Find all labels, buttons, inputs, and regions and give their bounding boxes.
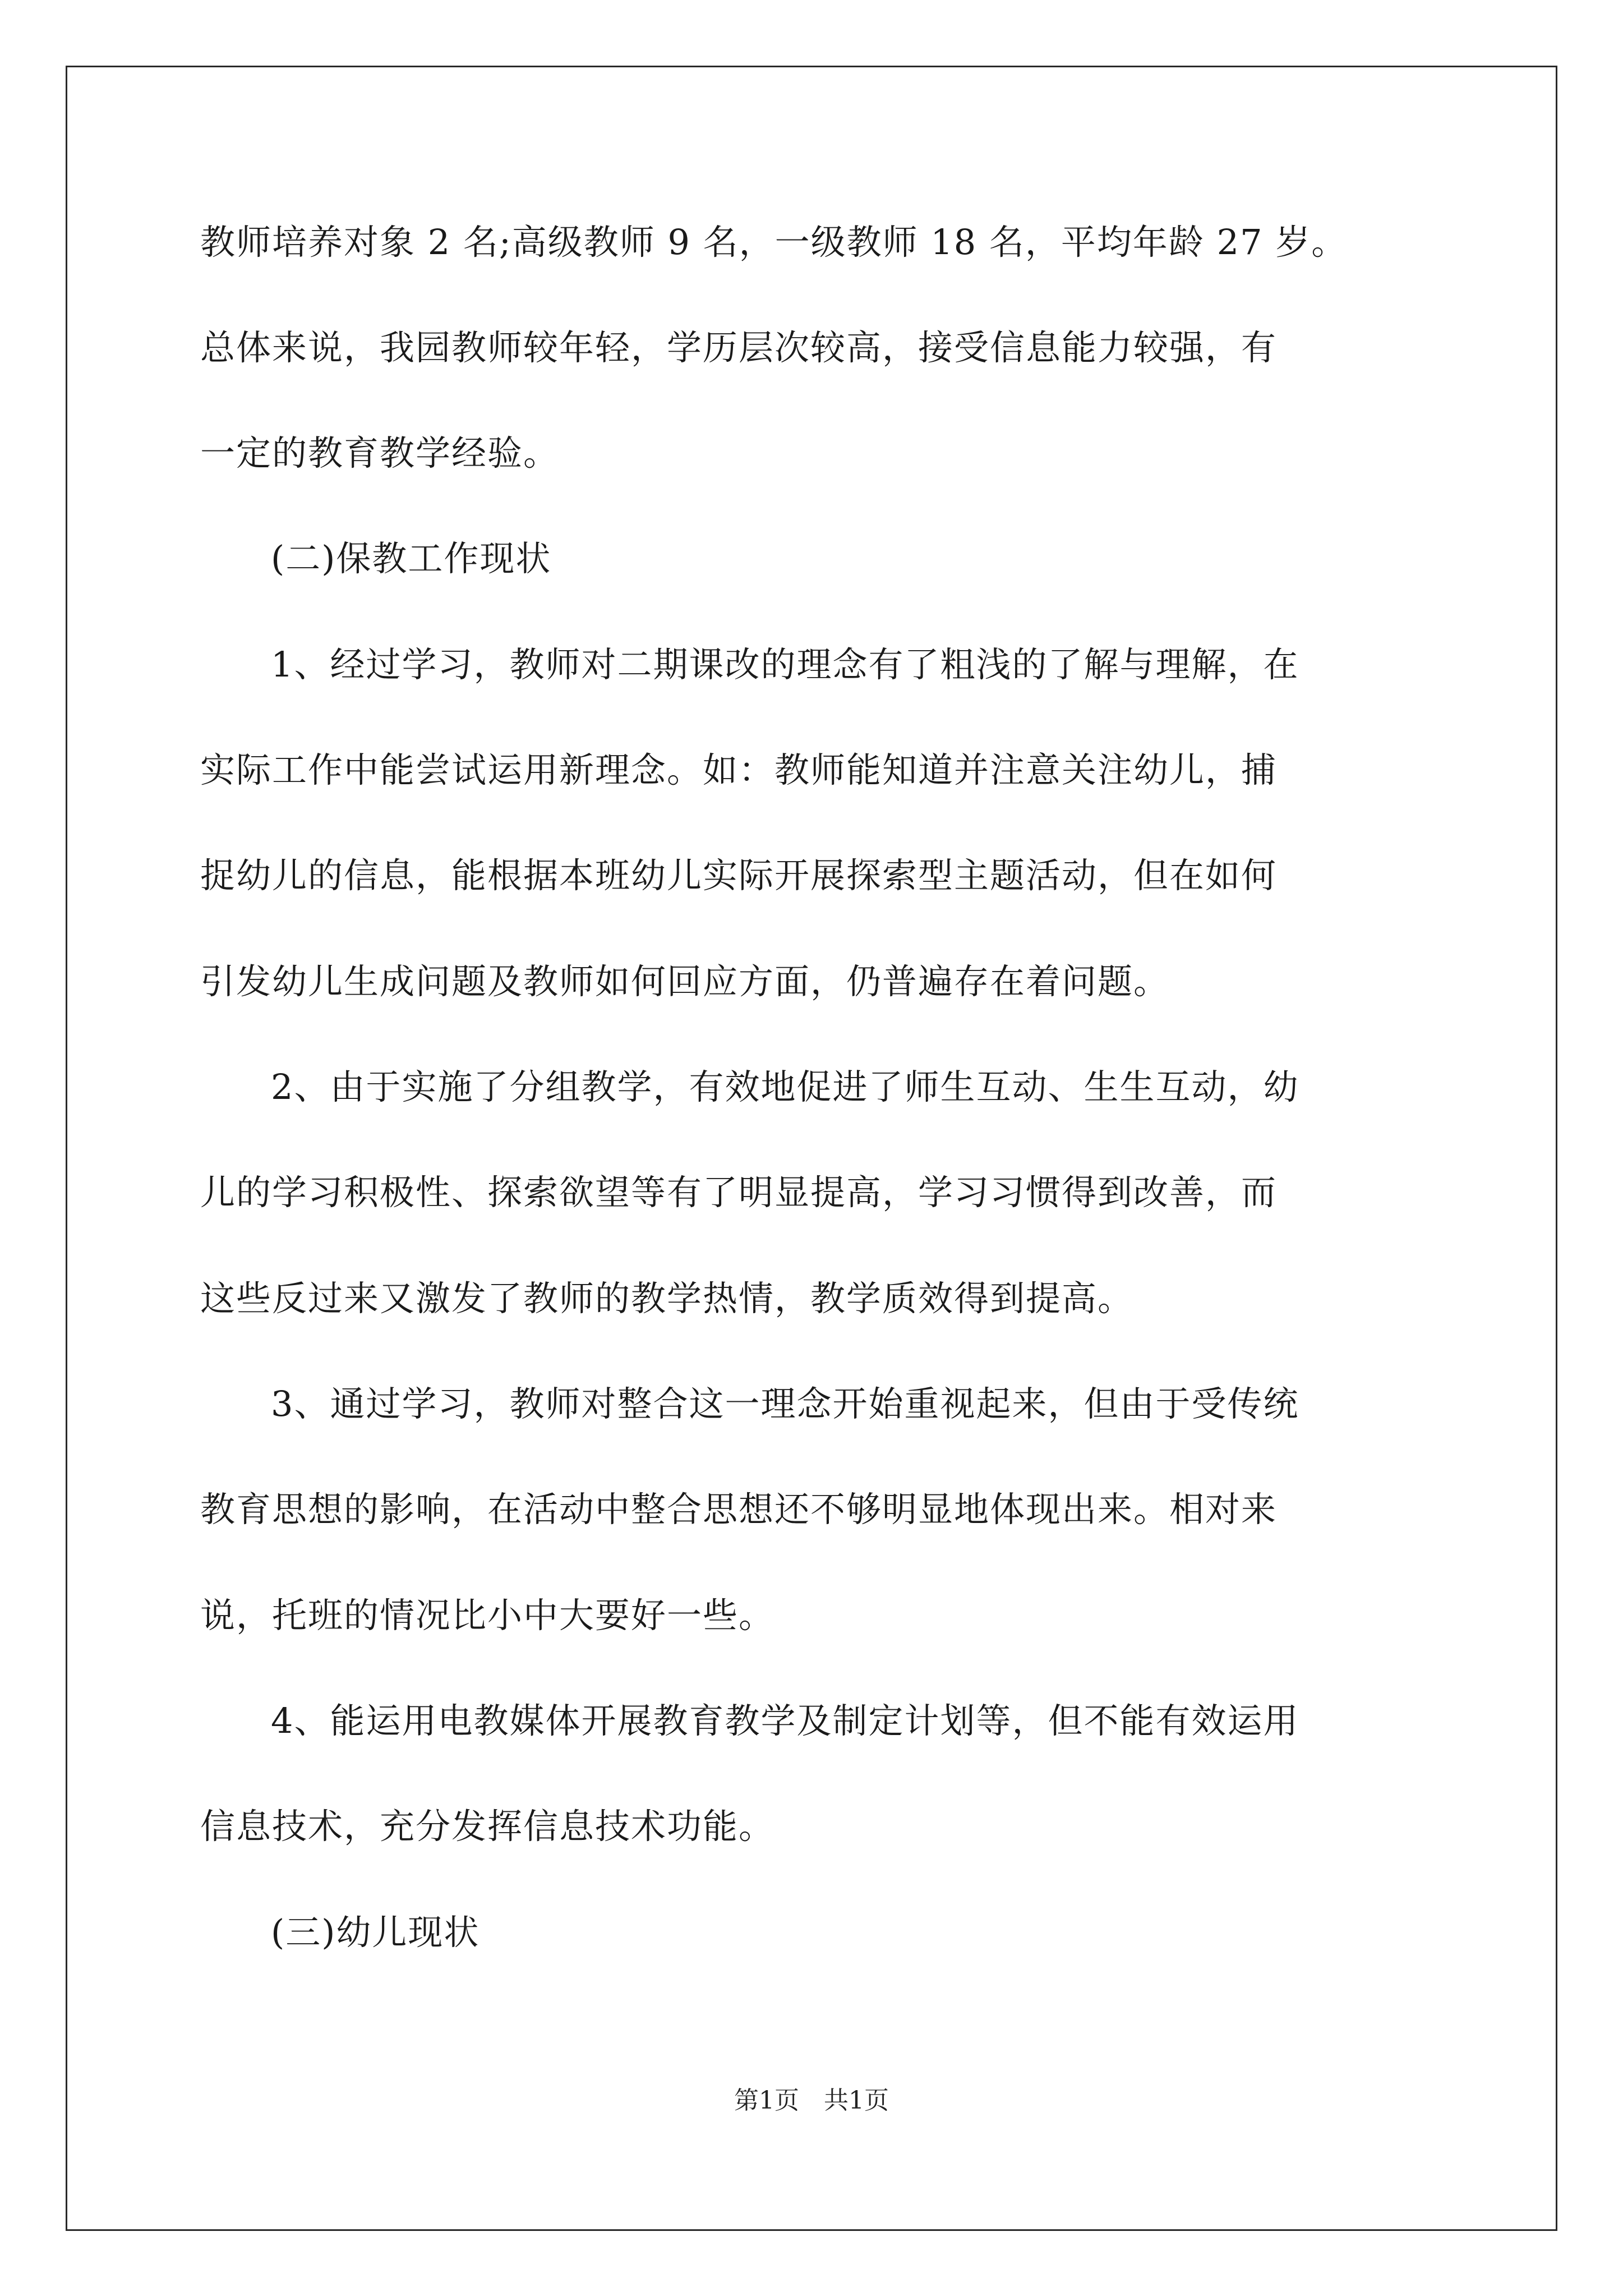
paragraph-line: 2、由于实施了分组教学，有效地促进了师生互动、生生互动，幼	[271, 1066, 1299, 1107]
paragraph-line: 说，托班的情况比小中大要好一些。	[200, 1595, 775, 1636]
paragraph-line: 引发幼儿生成问题及教师如何回应方面，仍普遍存在着问题。	[200, 961, 1170, 1002]
page-footer: 第1页 共1页	[734, 2086, 889, 2115]
paragraph-line: 实际工作中能尝试运用新理念。如：教师能知道并注意关注幼儿，捕	[200, 749, 1278, 790]
page-border	[66, 66, 1557, 2231]
section-heading: (二)保教工作现状	[271, 538, 552, 579]
paragraph-line: 信息技术，充分发挥信息技术功能。	[200, 1806, 775, 1847]
paragraph-line: 3、通过学习，教师对整合这一理念开始重视起来，但由于受传统	[271, 1383, 1299, 1424]
paragraph-line: 这些反过来又激发了教师的教学热情，教学质效得到提高。	[200, 1278, 1134, 1319]
paragraph-line: 一定的教育教学经验。	[200, 432, 560, 473]
paragraph-line: 教师培养对象 2 名;高级教师 9 名，一级教师 18 名，平均年龄 27 岁。	[200, 222, 1348, 263]
paragraph-line: 儿的学习积极性、探索欲望等有了明显提高，学习习惯得到改善，而	[200, 1172, 1278, 1213]
paragraph-line: 4、能运用电教媒体开展教育教学及制定计划等，但不能有效运用	[271, 1700, 1299, 1741]
section-heading: (三)幼儿现状	[271, 1912, 480, 1953]
paragraph-line: 捉幼儿的信息，能根据本班幼儿实际开展探索型主题活动，但在如何	[200, 855, 1278, 896]
paragraph-line: 总体来说，我园教师较年轻，学历层次较高，接受信息能力较强，有	[200, 327, 1278, 368]
paragraph-line: 1、经过学习，教师对二期课改的理念有了粗浅的了解与理解，在	[271, 644, 1299, 685]
paragraph-line: 教育思想的影响，在活动中整合思想还不够明显地体现出来。相对来	[200, 1489, 1278, 1530]
